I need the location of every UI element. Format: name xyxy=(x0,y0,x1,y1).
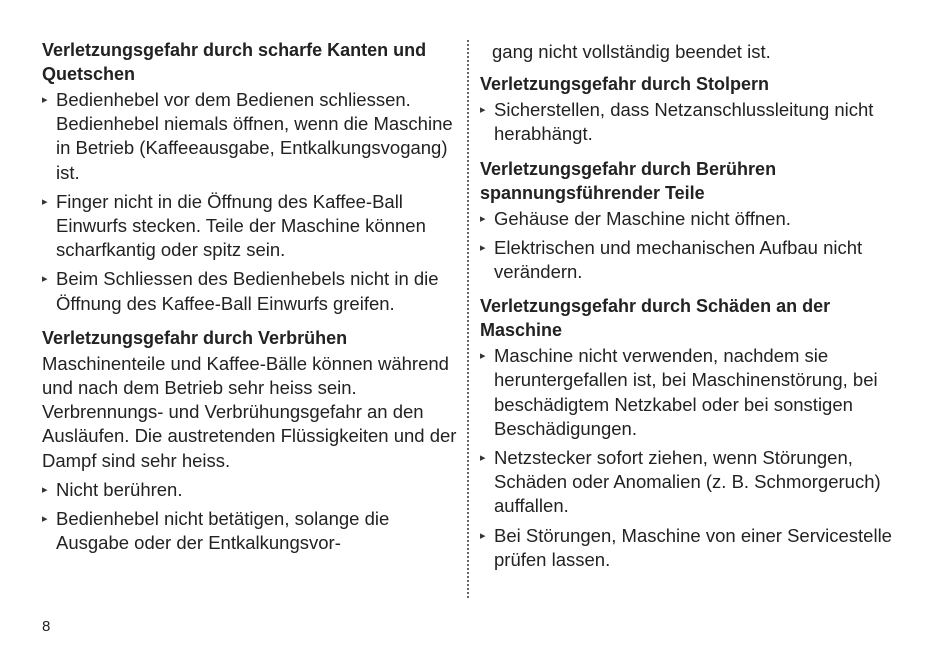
continued-text: gang nicht vollständig beendet ist. xyxy=(492,41,771,62)
column-divider xyxy=(467,40,469,598)
list-item: ▸ Maschine nicht verwenden, nachdem sie heruntergefallen ist, bei Maschinenstörung, bei beschädigtem Netzkabel oder bei sonstigen Beschädigungen. xyxy=(480,344,892,441)
section-live-parts xyxy=(480,157,892,285)
list-item: ▸ Bedienhebel vor dem Bedienen schliessen. Bedienhebel niemals öffnen, wenn die Maschine in Betrieb (Kaffeeausgabe, Entkalkungsvogang) ist. xyxy=(42,88,460,185)
bullet-list xyxy=(42,478,460,556)
left-column xyxy=(42,38,460,565)
bullet-list xyxy=(480,98,892,146)
bullet-list xyxy=(480,207,892,285)
section-damage xyxy=(480,294,892,572)
list-item: ▸ Bedienhebel nicht betätigen, solange die Ausgabe oder der Entkalkungsvor- xyxy=(42,507,460,555)
list-item: ▸ Elektrischen und mechanischen Aufbau nicht verändern. xyxy=(480,236,892,284)
section-heading: Verletzungsgefahr durch scharfe Kanten und Quetschen xyxy=(42,40,427,84)
section-body: Maschinenteile und Kaffee-Bälle können während und nach dem Betrieb sehr heiss sein. Verbrennungs- und Verbrühungsgefahr an den Ausläufen. Die austretenden Flüssigkeiten und der Dampf sind sehr heiss. xyxy=(42,352,457,471)
list-item: ▸ Sicherstellen, dass Netzanschlussleitung nicht herabhängt. xyxy=(480,98,892,146)
section-sharp-edges xyxy=(42,38,460,316)
bullet-list xyxy=(42,88,460,316)
right-column xyxy=(480,40,892,582)
section-heading: Verletzungsgefahr durch Stolpern xyxy=(480,74,770,95)
page-number: 8 xyxy=(42,618,51,635)
list-item: ▸ Beim Schliessen des Bedienhebels nicht in die Öffnung des Kaffee-Ball Einwurfs greifen. xyxy=(42,267,460,315)
section-heading: Verletzungsgefahr durch Berühren spannungsführender Teile xyxy=(480,158,777,203)
section-heading: Verletzungsgefahr durch Verbrühen xyxy=(42,327,348,348)
section-scalding xyxy=(42,326,460,556)
list-item: ▸ Bei Störungen, Maschine von einer Servicestelle prüfen lassen. xyxy=(480,524,892,572)
list-item: ▸ Nicht berühren. xyxy=(42,478,460,502)
section-tripping xyxy=(480,72,892,146)
list-item: ▸ Netzstecker sofort ziehen, wenn Störungen, Schäden oder Anomalien (z. B. Schmorgeruch) auffallen. xyxy=(480,446,892,519)
bullet-list xyxy=(480,344,892,572)
section-heading: Verletzungsgefahr durch Schäden an der Maschine xyxy=(480,296,831,341)
list-item: ▸ Finger nicht in die Öffnung des Kaffee-Ball Einwurfs stecken. Teile der Maschine können scharfkantig oder spitz sein. xyxy=(42,190,460,263)
list-item: ▸ Gehäuse der Maschine nicht öffnen. xyxy=(480,207,892,231)
